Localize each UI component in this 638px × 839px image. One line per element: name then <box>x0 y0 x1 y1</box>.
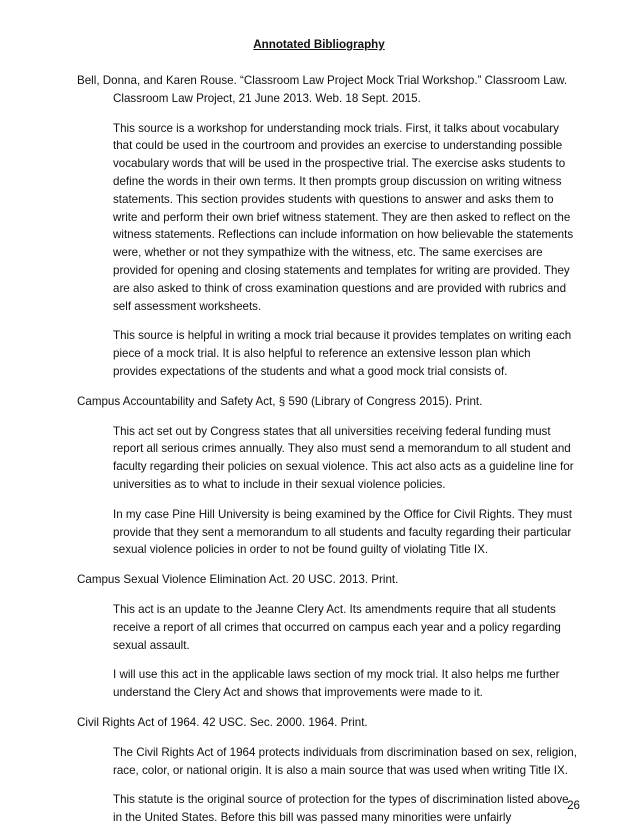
page-number: 26 <box>567 799 580 812</box>
bibliography-entry <box>77 714 577 827</box>
entry-annotation: The Civil Rights Act of 1964 protects individuals from discrimination based on sex, religion, race, color, or national origin. It is also a main source that was used when writing Title IX. <box>113 745 577 777</box>
document-title: Annotated Bibliography <box>253 38 385 51</box>
entry-annotation: This source is a workshop for understanding mock trials. First, it talks about vocabulary that could be used in the courtroom and provides an exercise to understanding possible vocabulary words that will be used in the prospective trial. The exercise asks students to define the words in their own terms. It then prompts group discussion on writing witness statements. This section provides students with questions to answer and asks them to write and perform their own brief witness statement. They are then asked to reflect on the witness statements. Reflections can include information on how believable the statements were, whether or not they sympathize with the witness, etc. The same exercises are provided for opening and closing statements and templates for writing are provided. They are also asked to think of cross examination questions and are provided with rubrics and self assessment worksheets. <box>113 121 574 313</box>
bibliography-entry <box>77 571 577 702</box>
entry-annotation: This act set out by Congress states that all universities receiving federal funding must report all serious crimes annually. They also must send a memorandum to all student and faculty regarding their policies on sexual violence. This act also acts as a guideline line for universities as to what to include in their sexual violence policies. <box>113 424 574 491</box>
entry-annotation: I will use this act in the applicable laws section of my mock trial. It also helps me further understand the Clery Act and shows that improvements were made to it. <box>113 668 560 700</box>
bibliography-list <box>77 72 577 839</box>
entry-annotation: This statute is the original source of protection for the types of discrimination listed above in the United States. Before this bill was passed many minorities were unfairly <box>113 793 569 825</box>
entry-citation: Campus Sexual Violence Elimination Act. 20 USC. 2013. Print. <box>77 573 399 587</box>
entry-annotation: In my case Pine Hill University is being examined by the Office for Civil Rights. They must provide that they sent a memorandum to all students and faculty regarding their particular sexual violence policies in order to not be found guilty of violating Title IX. <box>113 507 572 557</box>
entry-annotation: This act is an update to the Jeanne Clery Act. Its amendments require that all students receive a report of all crimes that occurred on campus each year and a policy regarding sexual assault. <box>113 602 561 652</box>
entry-citation: Civil Rights Act of 1964. 42 USC. Sec. 2000. 1964. Print. <box>77 715 368 729</box>
bibliography-entry <box>77 393 577 559</box>
bibliography-entry <box>77 72 577 381</box>
entry-citation: Campus Accountability and Safety Act, § 590 (Library of Congress 2015). Print. <box>77 394 483 408</box>
entry-annotation: This source is helpful in writing a mock trial because it provides templates on writing each piece of a mock trial. It is also helpful to reference an extensive lesson plan which provides expectations of the students and what a good mock trial consists of. <box>113 329 572 378</box>
entry-citation: Bell, Donna, and Karen Rouse. “Classroom Law Project Mock Trial Workshop.” Classroom Law. Classroom Law Project, 21 June 2013. Web. 18 Sept. 2015. <box>77 74 568 105</box>
